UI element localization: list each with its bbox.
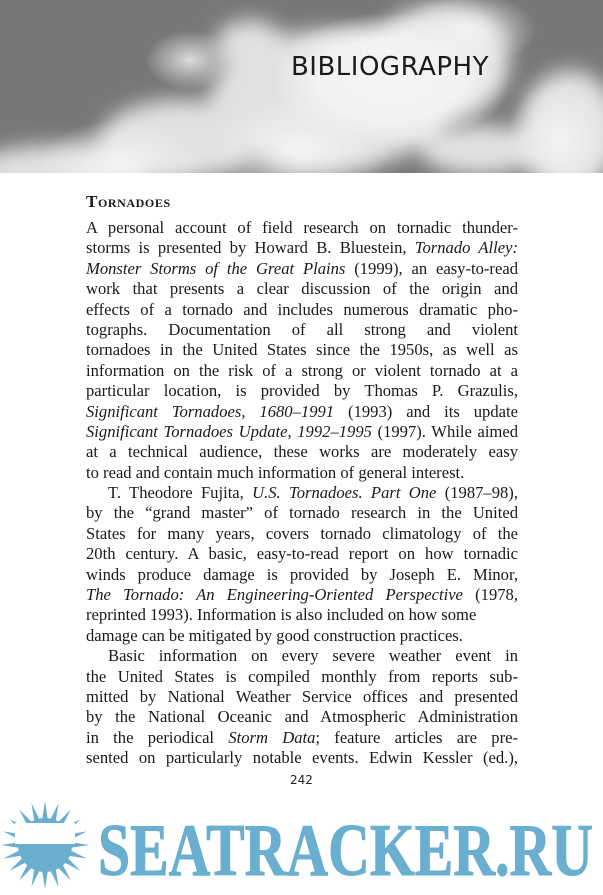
text-run: 20th century. A basic, easy-to-read report on how tornadic xyxy=(86,544,518,564)
text-line xyxy=(86,218,518,238)
text-line xyxy=(86,300,518,320)
text-line xyxy=(86,524,518,544)
watermark-text: SEATRACKER.RU xyxy=(98,810,593,892)
page-number: 242 xyxy=(290,773,313,787)
text-line xyxy=(86,483,518,503)
text-run: sented on particularly notable events. Edwin Kessler (ed.), xyxy=(86,748,518,768)
text-run: winds produce damage is provided by Joseph E. Minor, xyxy=(86,564,518,584)
italic-title: Monster Storms of the Great Plains xyxy=(86,258,346,278)
text-run: to read and contain much information of general interest. xyxy=(86,462,465,482)
text-run: T. Theodore Fujita, xyxy=(108,483,253,503)
section-heading: Tornadoes xyxy=(86,192,171,211)
text-line xyxy=(86,728,518,748)
text-line xyxy=(86,238,518,258)
text-line xyxy=(86,687,518,707)
text-line xyxy=(86,605,518,625)
italic-title: Storm Data xyxy=(228,727,316,747)
text-run: information on the risk of a strong or violent tornado at a xyxy=(86,360,518,380)
text-run: ; feature articles are pre- xyxy=(315,727,519,747)
text-line xyxy=(86,402,518,422)
text-run: in the periodical xyxy=(86,727,229,747)
text-run: particular location, is provided by Thomas P. Grazulis, xyxy=(86,381,518,401)
text-line xyxy=(86,646,518,666)
text-line xyxy=(86,503,518,523)
text-run: reprinted 1993). Information is also included on how some xyxy=(86,605,477,625)
text-run: at a technical audience, these works are moderately easy xyxy=(86,442,518,462)
text-line xyxy=(86,381,518,401)
text-line xyxy=(86,463,518,483)
text-line xyxy=(86,340,518,360)
text-line xyxy=(86,707,518,727)
text-run: States for many years, covers tornado climatology of the xyxy=(86,523,518,543)
text-run: by the National Oceanic and Atmospheric Administration xyxy=(86,707,518,727)
cloud-texture xyxy=(0,0,603,173)
text-run: (1997). While aimed xyxy=(371,421,518,441)
body-text xyxy=(86,218,518,769)
text-line xyxy=(86,748,518,768)
text-line xyxy=(86,361,518,381)
text-line xyxy=(86,667,518,687)
italic-title: Tornado Alley: xyxy=(414,238,518,258)
text-run: storms is presented by Howard B. Bluestein, xyxy=(86,238,415,258)
text-run: the United States is compiled monthly from reports sub- xyxy=(86,666,518,686)
text-line xyxy=(86,565,518,585)
text-line xyxy=(86,259,518,279)
text-run: by the “grand master” of tornado research in the United xyxy=(86,503,518,523)
text-line xyxy=(86,544,518,564)
text-run: (1978, xyxy=(462,585,518,605)
sunburst-icon xyxy=(1,801,89,889)
text-run: Basic information on every severe weather event in xyxy=(108,646,518,666)
text-run: A personal account of field research on tornadic thunder- xyxy=(86,218,518,237)
cloud-banner-image xyxy=(0,0,603,173)
text-run: tornadoes in the United States since the 1950s, as well as xyxy=(86,340,518,360)
text-run: mitted by National Weather Service offices and presented xyxy=(86,686,518,706)
text-run: effects of a tornado and includes numerous dramatic pho- xyxy=(86,299,518,319)
text-line xyxy=(86,422,518,442)
italic-title: Significant Tornadoes Update, 1992–1995 xyxy=(86,421,372,441)
text-line xyxy=(86,279,518,299)
italic-title: U.S. Tornadoes. Part One xyxy=(252,483,437,503)
text-run: work that presents a clear discussion of the origin and xyxy=(86,279,518,299)
text-run: damage can be mitigated by good construction practices. xyxy=(86,625,463,645)
text-run: (1993) and its update xyxy=(334,401,518,421)
text-line xyxy=(86,442,518,462)
page-title: BIBLIOGRAPHY xyxy=(290,52,489,82)
text-line xyxy=(86,320,518,340)
text-run: (1987–98), xyxy=(436,483,518,503)
text-line xyxy=(86,585,518,605)
italic-title: Significant Tornadoes, 1680–1991 xyxy=(86,401,335,421)
watermark-logo xyxy=(0,793,603,893)
text-line xyxy=(86,626,518,646)
text-run: (1999), an easy-to-read xyxy=(345,258,518,278)
text-run: tographs. Documentation of all strong and violent xyxy=(86,319,518,339)
italic-title: The Tornado: An Engineering-Oriented Perspective xyxy=(86,585,463,605)
